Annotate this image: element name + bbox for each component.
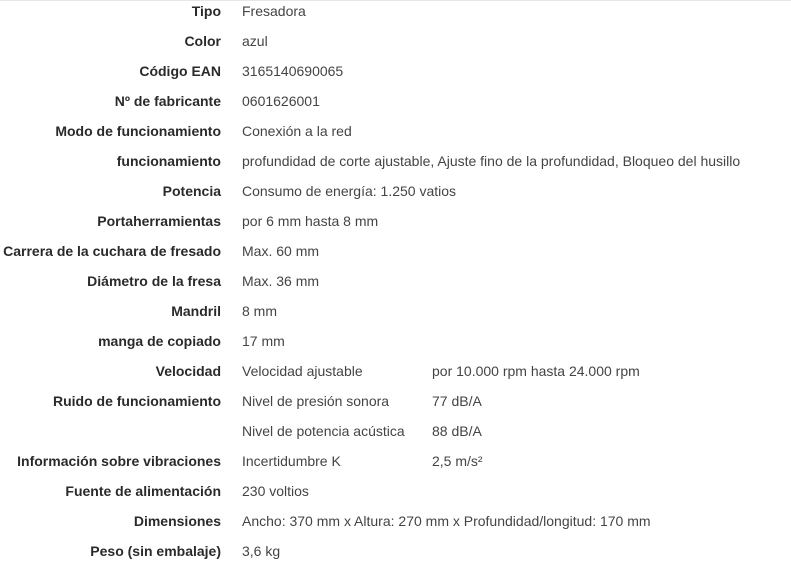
spec-value-fuente: 230 voltios <box>242 483 309 499</box>
spec-value-tipo: Fresadora <box>242 3 306 19</box>
spec-label-ean: Código EAN <box>139 63 221 79</box>
table-row <box>0 386 740 416</box>
spec-label-peso: Peso (sin embalaje) <box>90 543 221 559</box>
table-row <box>0 146 740 176</box>
spec-value-funcionamiento: profundidad de corte ajustable, Ajuste fino de la profundidad, Bloqueo del husillo <box>242 153 741 169</box>
table-row <box>0 0 740 26</box>
spec-subvalue-incertidumbre: 2,5 m/s² <box>432 453 483 469</box>
table-row <box>0 116 740 146</box>
spec-label-potencia: Potencia <box>162 183 221 199</box>
spec-label-manga: manga de copiado <box>98 333 221 349</box>
table-row <box>0 86 740 116</box>
spec-label-fuente: Fuente de alimentación <box>65 483 221 499</box>
spec-label-funcionamiento: funcionamiento <box>116 153 221 169</box>
table-row <box>0 356 740 386</box>
table-row <box>0 326 740 356</box>
spec-label-mandril: Mandril <box>171 303 221 319</box>
spec-value-dimensiones: Ancho: 370 mm x Altura: 270 mm x Profundidad/longitud: 170 mm <box>242 513 651 529</box>
spec-value-portaherramientas: por 6 mm hasta 8 mm <box>242 213 379 229</box>
table-row <box>0 26 740 56</box>
spec-value-manga: 17 mm <box>242 333 285 349</box>
spec-label-dimensiones: Dimensiones <box>133 513 221 529</box>
table-row <box>0 446 740 476</box>
spec-value-mandril: 8 mm <box>242 303 277 319</box>
table-row <box>0 56 740 86</box>
spec-value-modo: Conexión a la red <box>242 123 352 139</box>
spec-label-velocidad: Velocidad <box>155 363 221 379</box>
table-row <box>0 266 740 296</box>
spec-label-modo: Modo de funcionamiento <box>55 123 221 139</box>
spec-value-color: azul <box>242 33 268 49</box>
spec-sublabel-presion: Nivel de presión sonora <box>242 393 390 409</box>
table-row <box>0 176 740 206</box>
spec-value-peso: 3,6 kg <box>242 543 281 559</box>
spec-sublabel-incertidumbre: Incertidumbre K <box>242 453 341 469</box>
spec-subvalue-presion: 77 dB/A <box>432 393 482 409</box>
spec-label-portaherramientas: Portaherramientas <box>97 213 221 229</box>
spec-subvalue-potencia-acustica: 88 dB/A <box>432 423 482 439</box>
spec-label-fabricante: Nº de fabricante <box>114 93 221 109</box>
spec-label-diametro: Diámetro de la fresa <box>87 273 221 289</box>
table-row <box>0 476 740 506</box>
spec-label-tipo: Tipo <box>191 3 221 19</box>
table-row <box>0 296 740 326</box>
table-row <box>0 236 740 266</box>
table-row <box>0 416 740 446</box>
table-row <box>0 206 740 236</box>
spec-sublabel-velocidad: Velocidad ajustable <box>242 363 363 379</box>
spec-sublabel-potencia-acustica: Nivel de potencia acústica <box>242 423 405 439</box>
spec-value-ean: 3165140690065 <box>242 63 344 79</box>
spec-subvalue-velocidad: por 10.000 rpm hasta 24.000 rpm <box>432 363 640 379</box>
spec-value-potencia: Consumo de energía: 1.250 vatios <box>242 183 457 199</box>
table-row <box>0 506 740 536</box>
spec-label-carrera: Carrera de la cuchara de fresado <box>3 243 221 259</box>
spec-value-diametro: Max. 36 mm <box>242 273 320 289</box>
table-row <box>0 536 740 566</box>
spec-value-carrera: Max. 60 mm <box>242 243 320 259</box>
spec-label-ruido: Ruido de funcionamiento <box>53 393 221 409</box>
spec-label-color: Color <box>184 33 221 49</box>
spec-label-vibraciones: Información sobre vibraciones <box>17 453 221 469</box>
spec-value-fabricante: 0601626001 <box>242 93 320 109</box>
spec-label-empty <box>0 416 242 446</box>
